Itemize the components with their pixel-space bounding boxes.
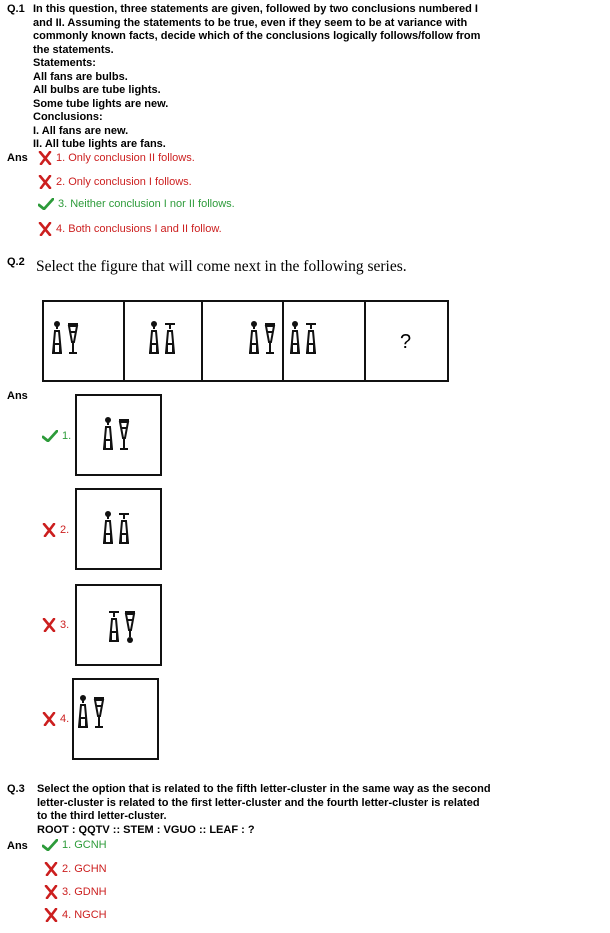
cross-icon [38,222,52,236]
figure-bar-a-icon [163,320,177,356]
option-label: 1. Only conclusion II follows. [56,152,195,164]
ans-label: Ans [7,840,28,852]
question-line: Select the option that is related to the fifth letter-cluster in the same way as the second [37,783,491,795]
cross-icon [44,885,58,899]
question-line: All bulbs are tube lights. [33,84,161,96]
cross-icon [42,712,56,726]
question-line: Statements: [33,57,96,69]
option-3-figure[interactable] [75,584,162,666]
question-number: Q.1 [7,3,25,15]
question-number: Q.2 [7,256,25,268]
option-label: 2. GCHN [62,863,107,875]
question-line: I. All fans are new. [33,124,129,137]
question-line: In this question, three statements are given, followed by two conclusions numbered I [33,3,478,15]
series-figure-4 [284,302,366,380]
question-line: Some tube lights are new. [33,97,169,110]
check-icon [38,198,54,210]
check-icon [42,839,58,851]
question-line: All fans are bulbs. [33,70,128,83]
option-4-figure[interactable] [72,678,159,760]
cross-icon [38,151,52,165]
option-label: 2. [60,524,70,536]
figure-dot-a-icon [50,320,64,356]
option-4[interactable] [42,712,69,726]
question-text: Select the figure that will come next in the following series. [36,258,407,275]
question-text [33,3,480,152]
option-label: 4. NGCH [62,909,107,921]
option-1[interactable] [42,839,107,851]
question-line: ROOT : QQTV :: STEM : VGUO :: LEAF : ? [37,823,255,836]
option-label: 1. GCNH [62,839,107,851]
question-number: Q.3 [7,783,25,795]
problem-figure-series [42,300,449,382]
figure-dot-a-icon [247,320,261,356]
check-icon [42,430,58,442]
option-2-figure[interactable] [75,488,162,570]
cross-icon [38,175,52,189]
question-line: the statements. [33,43,114,56]
series-figure-5 [366,302,447,380]
option-1[interactable] [38,151,195,165]
figure-goblet-icon [117,416,131,452]
question-line: Conclusions: [33,111,103,123]
option-4[interactable] [44,908,107,922]
cross-icon [42,618,56,632]
figure-dot-a-icon [288,320,302,356]
question-line: commonly known facts, decide which of the conclusions logically follows/follow from [33,30,481,42]
option-2[interactable] [44,862,107,876]
question-text [37,783,491,837]
figure-goblet-icon [92,694,106,730]
option-label: 1. [62,430,72,442]
option-label: 4. Both conclusions I and II follow. [56,223,222,235]
figure-goblet-icon [263,320,277,356]
option-1-figure[interactable] [75,394,162,476]
series-figure-1 [44,302,125,380]
option-label: 4. [60,713,70,725]
option-2[interactable] [42,523,69,537]
question-line: II. All tube lights are fans. [33,138,166,150]
figure-dot-a-icon [101,416,115,452]
option-label: 2. Only conclusion I follows. [56,176,192,188]
figure-dot-a-icon [76,694,90,730]
option-3[interactable] [42,618,69,632]
option-3[interactable] [44,885,107,899]
figure-goblet-icon [66,320,80,356]
question-mark: ? [400,331,412,353]
question-line: to the third letter-cluster. [37,810,167,822]
option-label: 3. [60,619,70,631]
option-1[interactable] [42,430,71,442]
figure-bar-a-icon [117,510,131,546]
question-line: letter-cluster is related to the first letter-cluster and the fourth letter-cluster is related [37,796,480,809]
figure-bar-a-icon [304,320,318,356]
option-2[interactable] [38,175,192,189]
figure-dot-a-icon [147,320,161,356]
figure-inverted-goblet-icon [123,608,137,644]
ans-label: Ans [7,152,28,164]
ans-label: Ans [7,390,28,402]
figure-dot-a-icon [101,510,115,546]
figure-bar-a-icon [107,608,121,644]
cross-icon [44,862,58,876]
option-3[interactable] [38,198,235,210]
option-label: 3. GDNH [62,886,107,898]
series-figure-2 [125,302,203,380]
cross-icon [44,908,58,922]
option-4[interactable] [38,222,222,236]
cross-icon [42,523,56,537]
question-line: and II. Assuming the statements to be true, even if they seem to be at variance with [33,16,468,29]
option-label: 3. Neither conclusion I nor II follows. [58,198,235,210]
series-figure-3 [203,302,284,380]
